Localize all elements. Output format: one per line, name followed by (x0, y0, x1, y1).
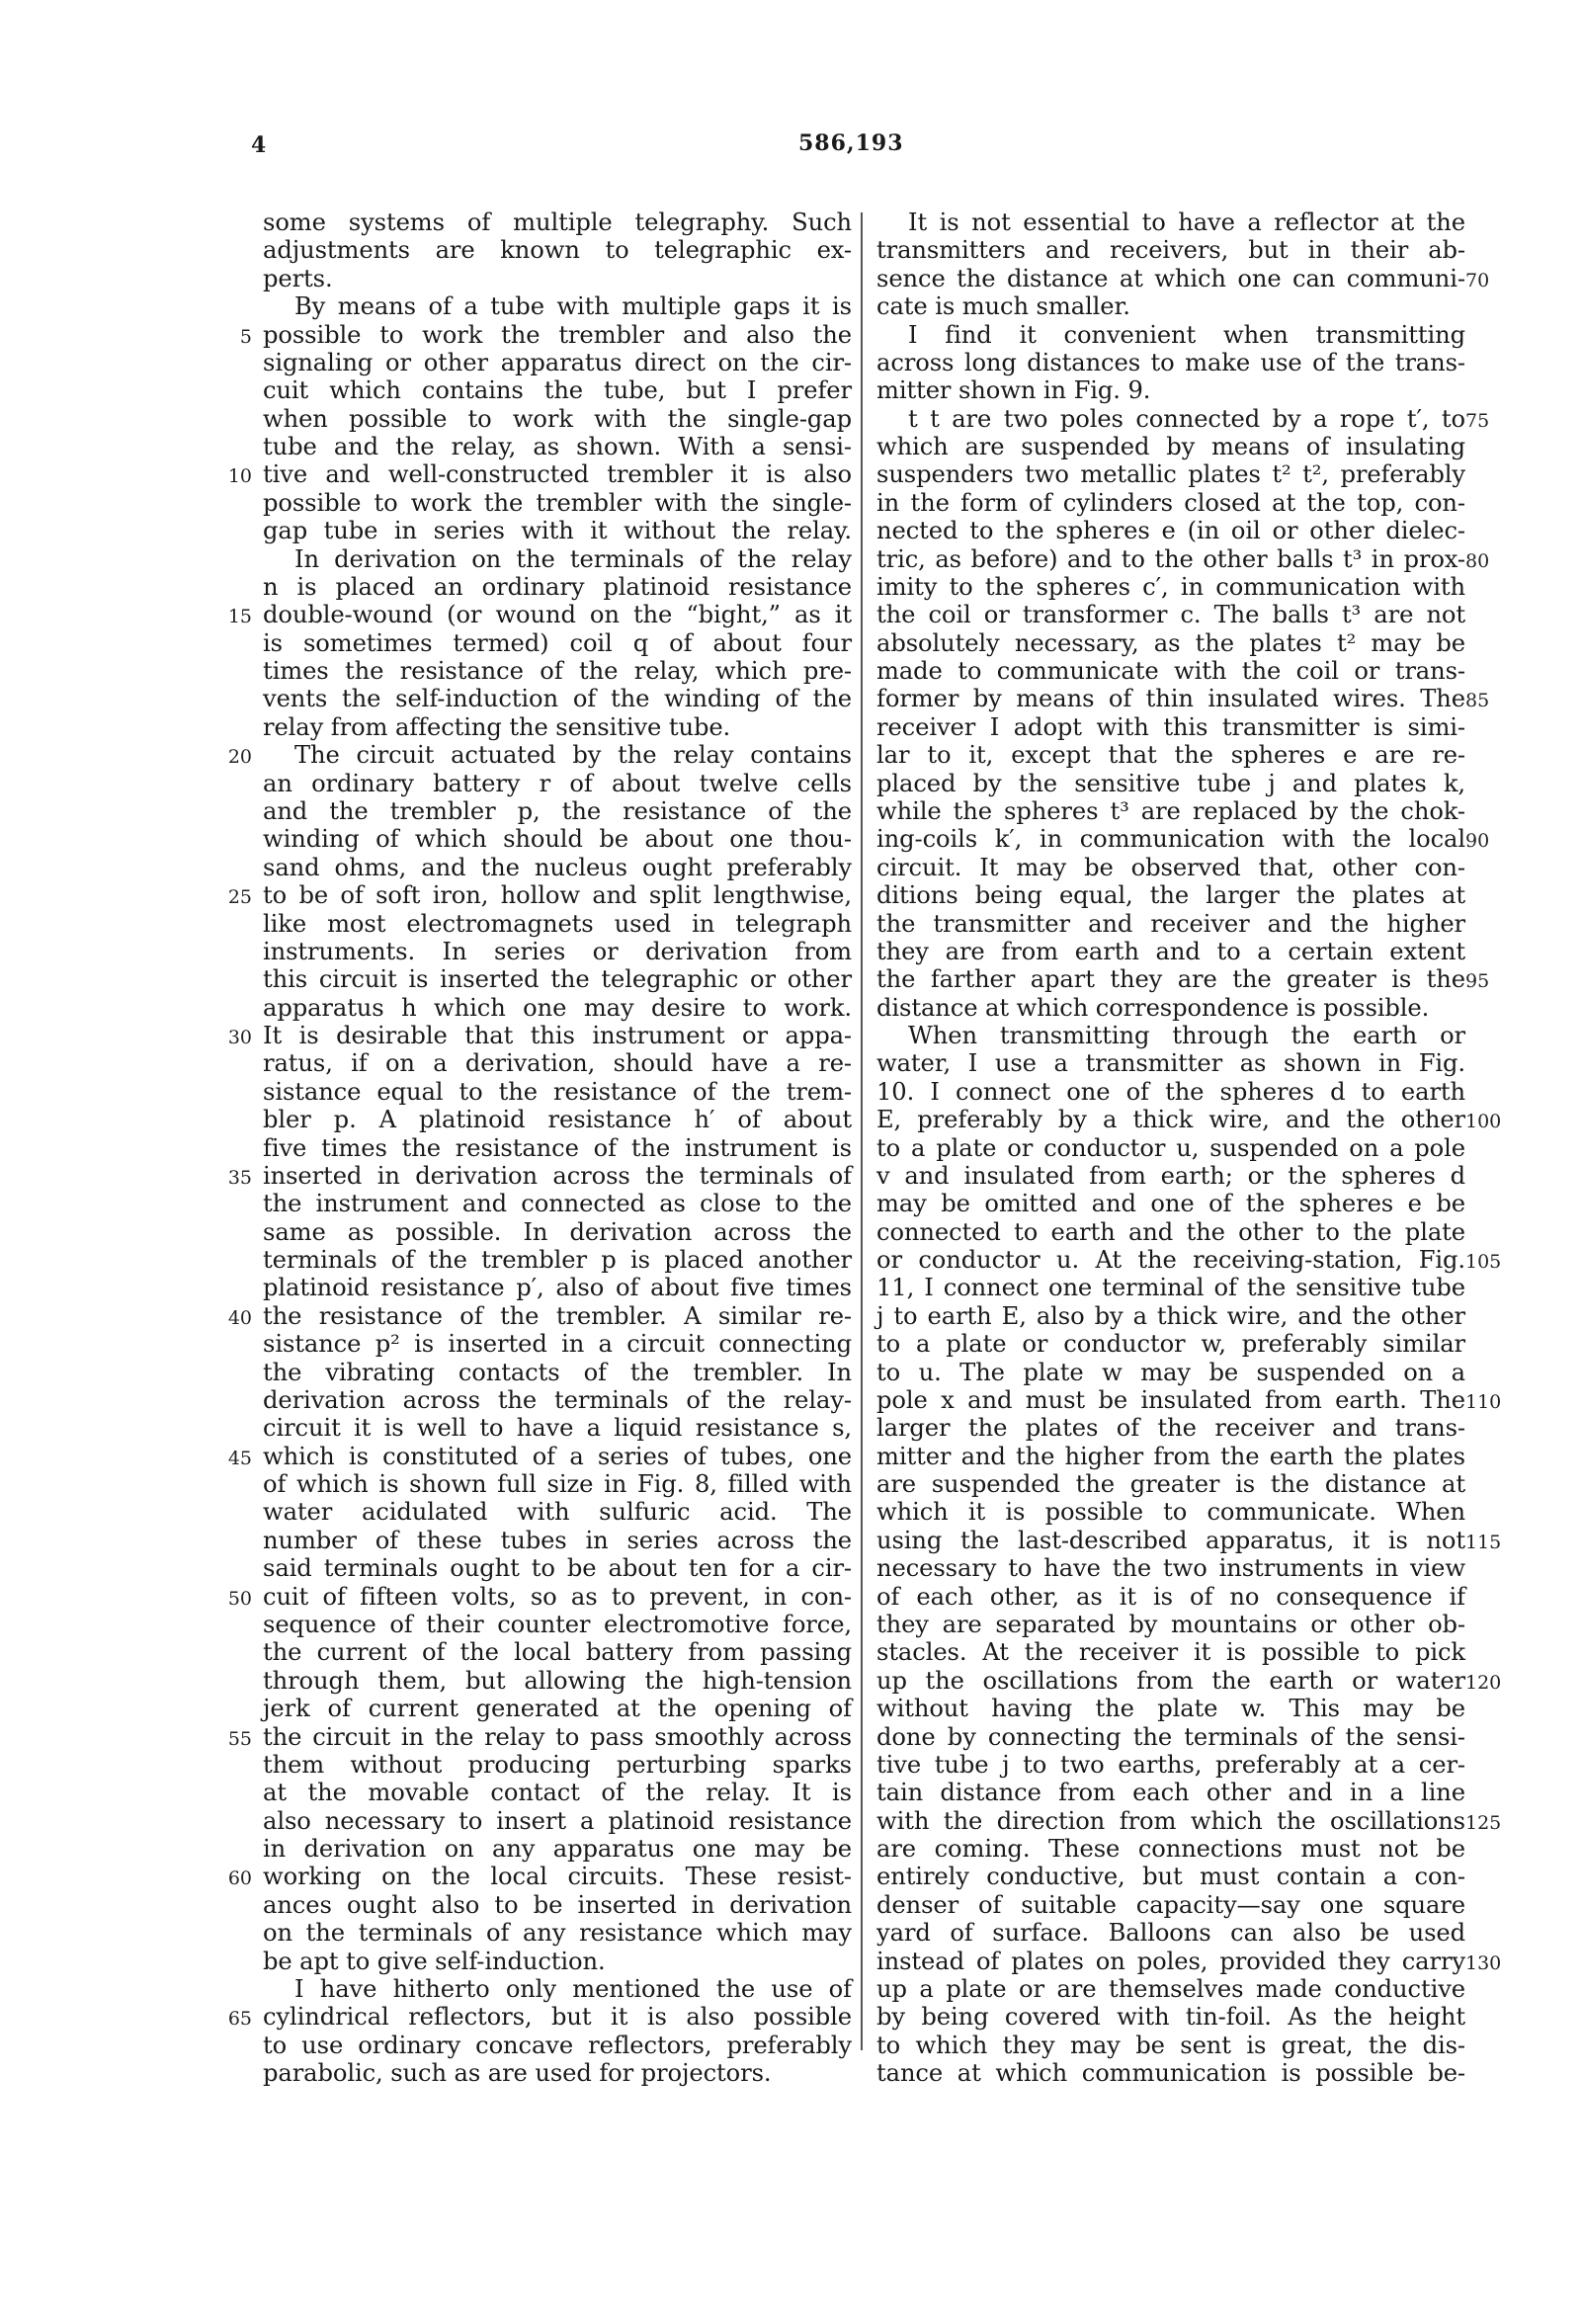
text-line: also necessary to insert a platinoid resistance (263, 1806, 852, 1835)
column-divider (861, 212, 863, 2050)
text-line: t t are two poles connected by a rope t′, to (908, 404, 1465, 433)
text-line: while the spheres t³ are replaced by the chok- (876, 796, 1465, 825)
text-line: across long distances to make use of the trans- (876, 348, 1465, 376)
text-line: tube and the relay, as shown. With a sensi- (263, 433, 852, 461)
text-line: lar to it, except that the spheres e are re- (876, 741, 1465, 770)
text-line: or conductor u. At the receiving-station, Fig. (876, 1246, 1465, 1275)
line-number: 110 (1465, 1390, 1502, 1413)
line-number: 45 (227, 1447, 252, 1469)
text-line: imity to the spheres c′, in communication with (876, 572, 1465, 601)
text-line: j to earth E, also by a thick wire, and the other (876, 1301, 1465, 1330)
text-line: suspenders two metallic plates t² t², preferably (876, 460, 1465, 489)
text-line: at the movable contact of the relay. It is (263, 1779, 852, 1807)
text-line: By means of a tube with multiple gaps it is (294, 292, 852, 321)
text-line: inserted in derivation across the terminals of (263, 1161, 852, 1190)
line-number: 130 (1465, 1951, 1502, 1974)
text-line: with the direction from which the oscillations (876, 1806, 1465, 1835)
text-line: an ordinary battery r of about twelve cells (263, 769, 852, 797)
text-line: and the trembler p, the resistance of the (263, 796, 852, 825)
text-line: sistance p² is inserted in a circuit connecting (263, 1330, 852, 1359)
text-line: jerk of current generated at the opening of (263, 1695, 852, 1723)
text-line: parabolic, such as are used for projectors. (263, 2059, 772, 2088)
text-line: the circuit in the relay to pass smoothly across (263, 1722, 852, 1751)
line-number: 55 (227, 1727, 252, 1750)
text-line: v and insulated from earth; or the spheres d (876, 1161, 1465, 1190)
text-line: to u. The plate w may be suspended on a (876, 1358, 1465, 1386)
line-number: 60 (227, 1868, 252, 1890)
text-line: up the oscillations from the earth or water (876, 1666, 1465, 1695)
text-line: to a plate or conductor w, preferably similar (876, 1330, 1465, 1359)
text-line: which are suspended by means of insulating (876, 433, 1465, 461)
text-line: distance at which correspondence is possible. (876, 993, 1430, 1022)
text-line: times the resistance of the relay, which pre- (263, 657, 852, 686)
text-line: instead of plates on poles, provided they carry (876, 1947, 1465, 1975)
text-line: stacles. At the receiver it is possible to pick (876, 1638, 1465, 1667)
line-number: 15 (227, 606, 252, 628)
text-line: of which is shown full size in Fig. 8, filled with (263, 1470, 852, 1499)
text-line: connected to earth and the other to the plate (876, 1217, 1465, 1246)
text-line: signaling or other apparatus direct on the cir- (263, 348, 852, 376)
text-line: the vibrating contacts of the trembler. In (263, 1358, 852, 1386)
text-line: nected to the spheres e (in oil or other dielec- (876, 517, 1465, 545)
text-line: to use ordinary concave reflectors, preferably (263, 2031, 852, 2059)
text-line: ing-coils k′, in communication with the local (876, 825, 1465, 854)
line-number: 10 (227, 465, 252, 488)
text-line: of each other, as it is of no consequence if (876, 1582, 1465, 1611)
line-number: 115 (1465, 1531, 1502, 1553)
text-line: which it is possible to communicate. When (876, 1498, 1465, 1527)
text-line: said terminals ought to be about ten for a cir- (263, 1554, 852, 1583)
text-line: platinoid resistance p′, also of about five times (263, 1274, 852, 1302)
text-line: like most electromagnets used in telegraph (263, 909, 852, 938)
line-number: 65 (227, 2008, 252, 2031)
text-line: through them, but allowing the high-tension (263, 1666, 852, 1695)
line-number: 5 (239, 325, 252, 348)
text-line: the transmitter and receiver and the higher (876, 909, 1465, 938)
text-line: some systems of multiple telegraphy. Such (263, 208, 852, 236)
text-line: terminals of the trembler p is placed another (263, 1246, 852, 1275)
text-line: placed by the sensitive tube j and plates k, (876, 769, 1465, 797)
patent-number: 586,193 (798, 130, 904, 156)
text-line: adjustments are known to telegraphic ex- (263, 236, 852, 265)
line-number: 30 (227, 1027, 252, 1049)
line-number: 95 (1465, 970, 1490, 993)
text-line: this circuit is inserted the telegraphic or other (263, 965, 852, 994)
text-line: apparatus h which one may desire to work. (263, 993, 852, 1022)
text-line: mitter and the higher from the earth the plates (876, 1442, 1465, 1470)
text-line: entirely conductive, but must contain a con- (876, 1863, 1465, 1891)
text-line: are coming. These connections must not be (876, 1835, 1465, 1864)
text-line: necessary to have the two instruments in view (876, 1554, 1465, 1583)
text-line: sistance equal to the resistance of the trem- (263, 1077, 852, 1106)
text-line: It is not essential to have a reflector at the (908, 208, 1465, 236)
text-line: It is desirable that this instrument or appa- (263, 1022, 852, 1050)
text-line: they are from earth and to a certain extent (876, 937, 1465, 965)
line-number: 35 (227, 1166, 252, 1189)
text-line: cuit which contains the tube, but I prefer (263, 376, 852, 405)
text-line: pole x and must be insulated from earth. The (876, 1385, 1465, 1414)
text-line: tric, as before) and to the other balls t³ in prox- (876, 544, 1465, 573)
text-line: In derivation on the terminals of the relay (294, 544, 852, 573)
text-line: is sometimes termed) coil q of about four (263, 628, 852, 657)
text-line: denser of suitable capacity—say one square (876, 1890, 1465, 1919)
line-number: 80 (1465, 549, 1490, 572)
text-line: cylindrical reflectors, but it is also possible (263, 2003, 852, 2032)
text-line: be apt to give self-induction. (263, 1947, 606, 1975)
text-line: tive and well-constructed trembler it is also (263, 460, 852, 489)
text-line: possible to work the trembler with the single- (263, 488, 852, 517)
line-number: 50 (227, 1587, 252, 1610)
text-line: ditions being equal, the larger the plates at (876, 881, 1465, 910)
text-line: the instrument and connected as close to the (263, 1190, 852, 1218)
text-line: The circuit actuated by the relay contains (294, 741, 852, 770)
text-line: winding of which should be about one thou- (263, 825, 852, 854)
text-line: number of these tubes in series across the (263, 1526, 852, 1554)
text-line: E, preferably by a thick wire, and the other (876, 1106, 1465, 1134)
text-line: the coil or transformer c. The balls t³ are not (876, 601, 1465, 629)
text-line: n is placed an ordinary platinoid resistance (263, 572, 852, 601)
text-line: transmitters and receivers, but in their ab- (876, 236, 1465, 265)
text-line: ances ought also to be inserted in derivation (263, 1890, 852, 1919)
text-line: perts. (263, 264, 333, 292)
text-line: 10. I connect one of the spheres d to earth (876, 1077, 1465, 1106)
text-line: mitter shown in Fig. 9. (876, 376, 1151, 405)
text-line: larger the plates of the receiver and trans- (876, 1414, 1465, 1443)
line-number: 75 (1465, 409, 1490, 432)
text-line: sence the distance at which one can communi- (876, 264, 1465, 292)
text-line: yard of surface. Balloons can also be used (876, 1919, 1465, 1948)
text-line: bler p. A platinoid resistance h′ of about (263, 1106, 852, 1134)
line-number: 125 (1465, 1811, 1502, 1834)
text-line: possible to work the trembler and also the (263, 320, 852, 349)
text-line: absolutely necessary, as the plates t² may be (876, 628, 1465, 657)
text-line: I have hitherto only mentioned the use of (294, 1974, 852, 2003)
text-line: double-wound (or wound on the “bight,” as it (263, 601, 852, 629)
text-line: without having the plate w. This may be (876, 1695, 1465, 1723)
text-line: in derivation on any apparatus one may be (263, 1835, 852, 1864)
text-line: derivation across the terminals of the relay- (263, 1385, 852, 1414)
text-line: sequence of their counter electromotive force, (263, 1611, 852, 1638)
text-line: done by connecting the terminals of the sensi- (876, 1722, 1465, 1751)
text-line: working on the local circuits. These resist- (263, 1863, 852, 1891)
line-number: 105 (1465, 1251, 1502, 1274)
text-line: instruments. In series or derivation from (263, 937, 852, 965)
text-line: cate is much smaller. (876, 292, 1130, 321)
text-line: When transmitting through the earth or (908, 1022, 1465, 1050)
text-line: circuit it is well to have a liquid resistance s, (263, 1414, 852, 1443)
text-line: ratus, if on a derivation, should have a re- (263, 1049, 852, 1078)
text-line: to be of soft iron, hollow and split lengthwise, (263, 881, 852, 910)
text-line: gap tube in series with it without the relay. (263, 517, 852, 545)
text-line: cuit of fifteen volts, so as to prevent, in con- (263, 1582, 852, 1611)
text-line: the resistance of the trembler. A similar re- (263, 1301, 852, 1330)
text-line: by being covered with tin-foil. As the height (876, 2003, 1465, 2032)
text-line: vents the self-induction of the winding of the (263, 685, 852, 713)
text-line: circuit. It may be observed that, other con- (876, 853, 1465, 881)
text-line: relay from affecting the sensitive tube. (263, 712, 731, 741)
text-line: sand ohms, and the nucleus ought preferably (263, 853, 852, 881)
line-number: 120 (1465, 1671, 1502, 1694)
text-line: 11, I connect one terminal of the sensitive tube (876, 1274, 1465, 1302)
text-line: on the terminals of any resistance which may (263, 1919, 852, 1948)
text-line: tance at which communication is possible be- (876, 2059, 1465, 2088)
text-line: they are separated by mountains or other ob- (876, 1611, 1465, 1638)
page-number: 4 (251, 132, 267, 158)
text-line: former by means of thin insulated wires. The (876, 685, 1465, 713)
text-line: I find it convenient when transmitting (908, 320, 1465, 349)
text-line: when possible to work with the single-gap (263, 404, 852, 433)
line-number: 90 (1465, 830, 1490, 853)
line-number: 20 (227, 746, 252, 769)
text-line: them without producing perturbing sparks (263, 1750, 852, 1779)
line-number: 70 (1465, 269, 1490, 291)
text-line: the current of the local battery from passing (263, 1638, 852, 1667)
text-line: five times the resistance of the instrument is (263, 1133, 852, 1162)
text-line: receiver I adopt with this transmitter is simi- (876, 712, 1465, 741)
text-line: water, I use a transmitter as shown in Fig. (876, 1049, 1465, 1078)
line-number: 100 (1465, 1111, 1502, 1133)
text-line: which is constituted of a series of tubes, one (263, 1442, 852, 1470)
text-line: to a plate or conductor u, suspended on a pole (876, 1133, 1465, 1162)
text-line: same as possible. In derivation across the (263, 1217, 852, 1246)
text-line: tive tube j to two earths, preferably at a cer- (876, 1750, 1465, 1779)
text-line: water acidulated with sulfuric acid. The (263, 1498, 852, 1527)
line-number: 85 (1465, 690, 1490, 712)
text-line: using the last-described apparatus, it is not (876, 1526, 1465, 1554)
text-line: the farther apart they are the greater is the (876, 965, 1465, 994)
text-line: in the form of cylinders closed at the top, con- (876, 488, 1465, 517)
text-line: may be omitted and one of the spheres e be (876, 1190, 1465, 1218)
text-line: made to communicate with the coil or trans- (876, 657, 1465, 686)
line-number: 25 (227, 886, 252, 909)
text-line: are suspended the greater is the distance at (876, 1470, 1465, 1499)
text-line: tain distance from each other and in a line (876, 1779, 1465, 1807)
text-line: to which they may be sent is great, the dis- (876, 2031, 1465, 2059)
text-line: up a plate or are themselves made conductive (876, 1974, 1465, 2003)
line-number: 40 (227, 1306, 252, 1329)
